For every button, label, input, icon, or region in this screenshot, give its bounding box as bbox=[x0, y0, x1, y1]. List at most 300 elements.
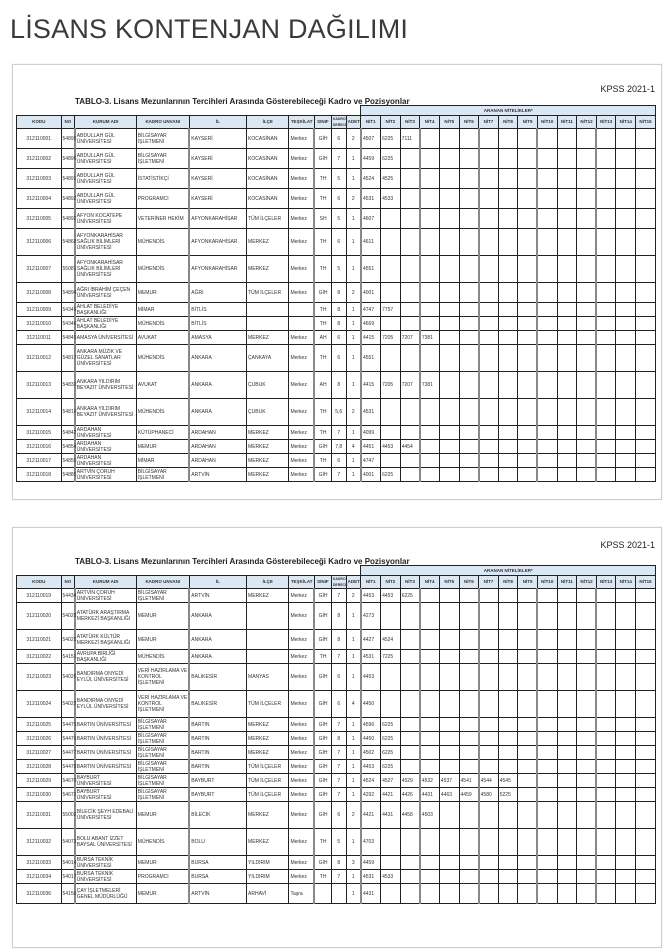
cell-kurum: BAYBURT ÜNİVERSİTESİ bbox=[75, 774, 136, 788]
cell-kadro: BİLGİSAYAR İŞLETMENİ bbox=[136, 788, 189, 802]
cell-nit bbox=[400, 303, 420, 317]
cell-nit bbox=[577, 884, 597, 904]
cell-kurum: AĞRI İBRAHİM ÇEÇEN ÜNİVERSİTESİ bbox=[75, 283, 136, 303]
table-row bbox=[17, 829, 656, 856]
cell-nit bbox=[636, 440, 656, 454]
cell-nit bbox=[400, 870, 420, 884]
cell-nit bbox=[596, 718, 616, 732]
cell-nit: 4450 bbox=[361, 732, 381, 746]
cell-il: AFYONKARAHİSAR bbox=[189, 209, 246, 229]
cell-ilce bbox=[247, 603, 289, 630]
cell-kadro: MEMUR bbox=[136, 440, 189, 454]
cell-kurum: BURSA TEKNİK ÜNİVERSİTESİ bbox=[75, 870, 136, 884]
cell-nit bbox=[537, 691, 557, 718]
column-header: NİT4 bbox=[420, 576, 440, 589]
cell-nit bbox=[498, 829, 518, 856]
cell-nit bbox=[636, 774, 656, 788]
cell-nit bbox=[577, 788, 597, 802]
cell-nit bbox=[518, 664, 538, 691]
cell-nit bbox=[400, 884, 420, 904]
cell-il: BİTLİS bbox=[189, 317, 246, 331]
cell-nit bbox=[616, 856, 636, 870]
cell-ilce: ÇUBUK bbox=[247, 372, 289, 399]
cell-kurum: BARTIN ÜNİVERSİTESİ bbox=[75, 718, 136, 732]
cell-adet: 1 bbox=[346, 746, 361, 760]
cell-sinif: SH bbox=[314, 209, 331, 229]
cell-nit: 4453 bbox=[361, 664, 381, 691]
cell-il: BARTIN bbox=[189, 760, 246, 774]
cell-sinif: GİH bbox=[314, 732, 331, 746]
cell-nit: 7205 bbox=[381, 372, 401, 399]
cell-nit bbox=[420, 129, 440, 149]
cell-nit bbox=[537, 303, 557, 317]
cell-no: 54817 bbox=[61, 345, 75, 372]
cell-nit bbox=[557, 399, 577, 426]
cell-kadro: MEMUR bbox=[136, 283, 189, 303]
cell-nit bbox=[596, 169, 616, 189]
cell-nit bbox=[459, 884, 479, 904]
cell-sinif: GİH bbox=[314, 788, 331, 802]
cell-nit bbox=[577, 149, 597, 169]
cell-nit bbox=[518, 603, 538, 630]
cell-nit bbox=[537, 345, 557, 372]
cell-ilce: KOCASİNAN bbox=[247, 169, 289, 189]
cell-kadro: MEMUR bbox=[136, 630, 189, 650]
cell-derece: 8 bbox=[331, 856, 346, 870]
column-header: KADRO UNVANI bbox=[136, 116, 189, 129]
cell-nit bbox=[498, 149, 518, 169]
cell-nit bbox=[381, 426, 401, 440]
cell-derece: 5,6 bbox=[331, 399, 346, 426]
column-header: KURUM ADI bbox=[75, 116, 136, 129]
cell-kadro: BİLGİSAYAR İŞLETMENİ bbox=[136, 129, 189, 149]
cell-nit bbox=[479, 229, 499, 256]
cell-sinif: GİH bbox=[314, 746, 331, 760]
cell-nit bbox=[596, 650, 616, 664]
cell-nit bbox=[479, 829, 499, 856]
cell-nit bbox=[439, 209, 459, 229]
cell-nit bbox=[498, 630, 518, 650]
cell-nit bbox=[557, 884, 577, 904]
cell-nit bbox=[400, 732, 420, 746]
column-header: NİT1 bbox=[361, 116, 381, 129]
cell-nit bbox=[420, 664, 440, 691]
table-row bbox=[17, 229, 656, 256]
cell-nit bbox=[537, 760, 557, 774]
cell-nit bbox=[459, 691, 479, 718]
cell-nit bbox=[636, 399, 656, 426]
cell-nit bbox=[498, 468, 518, 482]
cell-il: ARDAHAN bbox=[189, 454, 246, 468]
cell-nit bbox=[479, 630, 499, 650]
cell-derece: 8 bbox=[331, 630, 346, 650]
cell-kurum: ARDAHAN ÜNİVERSİTESİ bbox=[75, 426, 136, 440]
cell-nit: 4421 bbox=[361, 802, 381, 829]
cell-nit: 6225 bbox=[381, 718, 401, 732]
cell-derece: 5 bbox=[331, 209, 346, 229]
cell-nit bbox=[381, 884, 401, 904]
cell-il: ARDAHAN bbox=[189, 440, 246, 454]
cell-kodu: 312110008 bbox=[17, 283, 62, 303]
cell-sinif: AH bbox=[314, 372, 331, 399]
cell-nit bbox=[557, 209, 577, 229]
cell-il: BALIKESİR bbox=[189, 664, 246, 691]
cell-nit bbox=[459, 603, 479, 630]
cell-nit bbox=[439, 256, 459, 283]
cell-kadro: AVUKAT bbox=[136, 372, 189, 399]
cell-nit bbox=[459, 256, 479, 283]
cell-nit bbox=[577, 345, 597, 372]
cell-nit bbox=[557, 303, 577, 317]
cell-kurum: BURSA TEKNİK ÜNİVERSİTESİ bbox=[75, 856, 136, 870]
cell-nit bbox=[420, 303, 440, 317]
cell-adet: 2 bbox=[346, 283, 361, 303]
cell-nit bbox=[400, 468, 420, 482]
cell-nit bbox=[518, 468, 538, 482]
cell-nit bbox=[577, 209, 597, 229]
cell-nit bbox=[420, 589, 440, 603]
cell-sinif: GİH bbox=[314, 149, 331, 169]
cell-nit bbox=[498, 440, 518, 454]
cell-nit bbox=[459, 468, 479, 482]
header-group-row bbox=[17, 106, 656, 116]
cell-teskilat: Merkez bbox=[289, 802, 314, 829]
cell-teskilat: Merkez bbox=[289, 149, 314, 169]
column-header: NİT10 bbox=[537, 576, 557, 589]
cell-kurum: ATATÜRK KÜLTÜR MERKEZİ BAŞKANLIĞI bbox=[75, 630, 136, 650]
cell-nit bbox=[420, 718, 440, 732]
cell-nit: 4545 bbox=[498, 774, 518, 788]
cell-nit bbox=[518, 454, 538, 468]
cell-nit bbox=[479, 345, 499, 372]
cell-nit bbox=[420, 603, 440, 630]
positions-table bbox=[16, 105, 656, 482]
cell-nit bbox=[479, 399, 499, 426]
cell-nit bbox=[596, 870, 616, 884]
cell-nit bbox=[439, 317, 459, 331]
table-row bbox=[17, 189, 656, 209]
cell-kurum: AVRUPA BİRLİĞİ BAŞKANLIĞI bbox=[75, 650, 136, 664]
cell-nit bbox=[420, 283, 440, 303]
cell-nit bbox=[518, 650, 538, 664]
cell-nit bbox=[577, 454, 597, 468]
cell-sinif: TH bbox=[314, 317, 331, 331]
cell-nit bbox=[557, 802, 577, 829]
cell-nit bbox=[518, 440, 538, 454]
cell-nit bbox=[420, 760, 440, 774]
cell-nit: 4453 bbox=[381, 589, 401, 603]
cell-ilce: MERKEZ bbox=[247, 802, 289, 829]
cell-derece: 8 bbox=[331, 603, 346, 630]
cell-nit bbox=[479, 440, 499, 454]
cell-no: 54891 bbox=[61, 169, 75, 189]
cell-nit bbox=[636, 189, 656, 209]
cell-nit: 4450 bbox=[361, 691, 381, 718]
cell-sinif: GİH bbox=[314, 283, 331, 303]
cell-derece: 6 bbox=[331, 129, 346, 149]
cell-nit bbox=[636, 331, 656, 345]
cell-kurum: BOLU ABANT İZZET BAYSAL ÜNİVERSİTESİ bbox=[75, 829, 136, 856]
table-row bbox=[17, 426, 656, 440]
cell-nit bbox=[537, 317, 557, 331]
cell-ilce: MERKEZ bbox=[247, 589, 289, 603]
cell-nit bbox=[479, 664, 499, 691]
cell-nit bbox=[439, 829, 459, 856]
cell-nit bbox=[596, 589, 616, 603]
cell-kurum: BAYBURT ÜNİVERSİTESİ bbox=[75, 788, 136, 802]
cell-nit bbox=[616, 870, 636, 884]
cell-nit bbox=[616, 331, 636, 345]
cell-ilce: TÜM İLÇELER bbox=[247, 760, 289, 774]
cell-ilce: TÜM İLÇELER bbox=[247, 691, 289, 718]
cell-kodu: 312110030 bbox=[17, 788, 62, 802]
cell-nit bbox=[596, 774, 616, 788]
table-row bbox=[17, 760, 656, 774]
cell-derece: 8 bbox=[331, 317, 346, 331]
cell-nit bbox=[439, 426, 459, 440]
cell-nit bbox=[439, 345, 459, 372]
cell-nit bbox=[596, 317, 616, 331]
cell-teskilat: Merkez bbox=[289, 650, 314, 664]
cell-nit bbox=[537, 454, 557, 468]
cell-kodu: 312110027 bbox=[17, 746, 62, 760]
cell-nit bbox=[537, 399, 557, 426]
cell-derece: 7 bbox=[331, 788, 346, 802]
table-row bbox=[17, 732, 656, 746]
cell-kurum: ANKARA MÜZİK VE GÜZEL SANATLAR ÜNİVERSİTESİ bbox=[75, 345, 136, 372]
cell-nit bbox=[479, 746, 499, 760]
cell-nit: 4531 bbox=[361, 399, 381, 426]
cell-il: BOLU bbox=[189, 829, 246, 856]
cell-kurum: BARTIN ÜNİVERSİTESİ bbox=[75, 732, 136, 746]
column-header: NİT9 bbox=[518, 116, 538, 129]
cell-nit bbox=[616, 317, 636, 331]
cell-nit bbox=[596, 229, 616, 256]
cell-nit bbox=[498, 870, 518, 884]
column-header: KADRO UNVANI bbox=[136, 576, 189, 589]
cell-ilce bbox=[247, 650, 289, 664]
cell-il: BİLECİK bbox=[189, 802, 246, 829]
cell-teskilat: Merkez bbox=[289, 372, 314, 399]
cell-nit bbox=[479, 149, 499, 169]
cell-nit bbox=[636, 229, 656, 256]
cell-teskilat: Merkez bbox=[289, 589, 314, 603]
cell-nit bbox=[616, 426, 636, 440]
cell-nit bbox=[557, 746, 577, 760]
cell-sinif: TH bbox=[314, 229, 331, 256]
cell-kodu: 312110017 bbox=[17, 454, 62, 468]
cell-nit bbox=[381, 256, 401, 283]
cell-nit bbox=[577, 856, 597, 870]
cell-nit bbox=[498, 802, 518, 829]
cell-nit bbox=[439, 603, 459, 630]
cell-ilce: ARHAVİ bbox=[247, 884, 289, 904]
column-header: KURUM ADI bbox=[75, 576, 136, 589]
cell-kadro: BİLGİSAYAR İŞLETMENİ bbox=[136, 746, 189, 760]
cell-nit bbox=[557, 149, 577, 169]
table-row bbox=[17, 746, 656, 760]
cell-nit bbox=[616, 209, 636, 229]
cell-nit bbox=[439, 718, 459, 732]
cell-nit bbox=[459, 856, 479, 870]
cell-ilce: MERKEZ bbox=[247, 746, 289, 760]
cell-nit bbox=[596, 829, 616, 856]
cell-kurum: BANDIRMA ONYEDİ EYLÜL ÜNİVERSİTESİ bbox=[75, 691, 136, 718]
cell-nit bbox=[636, 283, 656, 303]
cell-nit bbox=[557, 691, 577, 718]
document-page-1 bbox=[12, 64, 662, 500]
cell-teskilat: Merkez bbox=[289, 283, 314, 303]
cell-adet: 2 bbox=[346, 189, 361, 209]
cell-nit bbox=[537, 589, 557, 603]
cell-adet: 1 bbox=[346, 870, 361, 884]
table-row bbox=[17, 856, 656, 870]
cell-nit bbox=[518, 399, 538, 426]
cell-nit bbox=[616, 440, 636, 454]
cell-no: 54892 bbox=[61, 209, 75, 229]
cell-nit bbox=[577, 283, 597, 303]
cell-nit bbox=[616, 189, 636, 209]
cell-derece: 6 bbox=[331, 664, 346, 691]
cell-no: 54017 bbox=[61, 870, 75, 884]
cell-teskilat: Merkez bbox=[289, 440, 314, 454]
cell-no: 54345 bbox=[61, 303, 75, 317]
cell-nit bbox=[636, 426, 656, 440]
cell-nit bbox=[596, 454, 616, 468]
cell-nit bbox=[537, 209, 557, 229]
cell-nit bbox=[537, 189, 557, 209]
cell-kodu: 312110034 bbox=[17, 870, 62, 884]
cell-nit bbox=[439, 229, 459, 256]
cell-nit bbox=[439, 331, 459, 345]
cell-kadro: MÜHENDİS bbox=[136, 345, 189, 372]
column-header: NİT6 bbox=[459, 576, 479, 589]
cell-nit bbox=[498, 691, 518, 718]
cell-nit bbox=[577, 760, 597, 774]
cell-nit bbox=[518, 732, 538, 746]
cell-sinif: GİH bbox=[314, 129, 331, 149]
cell-nit: 4415 bbox=[361, 372, 381, 399]
cell-nit bbox=[439, 283, 459, 303]
cell-nit bbox=[557, 372, 577, 399]
cell-nit bbox=[596, 856, 616, 870]
cell-kurum: AMASYA ÜNİVERSİTESİ bbox=[75, 331, 136, 345]
cell-nit: 7207 bbox=[400, 372, 420, 399]
cell-nit bbox=[479, 732, 499, 746]
cell-nit bbox=[400, 345, 420, 372]
cell-nit bbox=[636, 802, 656, 829]
cell-teskilat: Merkez bbox=[289, 169, 314, 189]
cell-no: 54670 bbox=[61, 774, 75, 788]
cell-nit: 4463 bbox=[439, 788, 459, 802]
cell-nit bbox=[498, 345, 518, 372]
cell-il: BURSA bbox=[189, 856, 246, 870]
cell-nit bbox=[479, 426, 499, 440]
column-header: NİT11 bbox=[557, 116, 577, 129]
cell-nit bbox=[439, 732, 459, 746]
document-page-2 bbox=[12, 527, 662, 948]
cell-nit bbox=[557, 129, 577, 149]
cell-nit bbox=[381, 603, 401, 630]
cell-nit: 4703 bbox=[361, 829, 381, 856]
cell-nit: 7111 bbox=[400, 129, 420, 149]
cell-nit: 4524 bbox=[381, 630, 401, 650]
table-row bbox=[17, 209, 656, 229]
table-row bbox=[17, 372, 656, 399]
cell-sinif: AH bbox=[314, 331, 331, 345]
cell-nit bbox=[616, 760, 636, 774]
cell-nit bbox=[537, 372, 557, 399]
cell-adet: 1 bbox=[346, 884, 361, 904]
cell-nit bbox=[479, 317, 499, 331]
column-header: NİT3 bbox=[400, 576, 420, 589]
cell-nit bbox=[459, 650, 479, 664]
cell-nit bbox=[400, 829, 420, 856]
cell-ilce: TÜM İLÇELER bbox=[247, 283, 289, 303]
cell-nit bbox=[636, 760, 656, 774]
cell-nit bbox=[596, 372, 616, 399]
cell-nit bbox=[636, 829, 656, 856]
cell-nit: 4533 bbox=[381, 189, 401, 209]
cell-kodu: 312110025 bbox=[17, 718, 62, 732]
cell-kodu: 312110003 bbox=[17, 169, 62, 189]
cell-nit bbox=[479, 169, 499, 189]
column-header: NİT8 bbox=[498, 116, 518, 129]
cell-nit bbox=[439, 746, 459, 760]
cell-kodu: 312110024 bbox=[17, 691, 62, 718]
cell-ilce: MERKEZ bbox=[247, 468, 289, 482]
cell-ilce: TÜM İLÇELER bbox=[247, 209, 289, 229]
cell-derece: 7 bbox=[331, 149, 346, 169]
table-row bbox=[17, 870, 656, 884]
cell-nit bbox=[400, 454, 420, 468]
cell-nit bbox=[459, 372, 479, 399]
cell-nit: 6225 bbox=[381, 129, 401, 149]
cell-nit bbox=[498, 303, 518, 317]
cell-adet: 2 bbox=[346, 589, 361, 603]
cell-nit bbox=[518, 630, 538, 650]
cell-nit bbox=[596, 440, 616, 454]
cell-nit bbox=[498, 664, 518, 691]
cell-nit bbox=[439, 802, 459, 829]
cell-nit bbox=[479, 603, 499, 630]
cell-kadro: MÜHENDİS bbox=[136, 650, 189, 664]
cell-sinif: TH bbox=[314, 399, 331, 426]
cell-nit bbox=[518, 303, 538, 317]
cell-nit bbox=[616, 788, 636, 802]
cell-nit: 4529 bbox=[400, 774, 420, 788]
cell-nit bbox=[616, 229, 636, 256]
cell-nit bbox=[616, 829, 636, 856]
cell-nit: 4531 bbox=[361, 189, 381, 209]
cell-kadro: PROGRAMCI bbox=[136, 189, 189, 209]
cell-kadro: MEMUR bbox=[136, 603, 189, 630]
cell-nit bbox=[557, 650, 577, 664]
cell-no: 54892 bbox=[61, 189, 75, 209]
cell-nit bbox=[537, 718, 557, 732]
cell-nit: 4453 bbox=[361, 760, 381, 774]
cell-kadro: MÜHENDİS bbox=[136, 399, 189, 426]
cell-nit bbox=[400, 856, 420, 870]
cell-derece: 7 bbox=[331, 774, 346, 788]
cell-nit bbox=[577, 129, 597, 149]
cell-nit bbox=[518, 774, 538, 788]
cell-adet: 1 bbox=[346, 718, 361, 732]
cell-nit bbox=[616, 589, 636, 603]
cell-nit: 5225 bbox=[498, 788, 518, 802]
cell-nit bbox=[636, 129, 656, 149]
cell-nit bbox=[596, 303, 616, 317]
